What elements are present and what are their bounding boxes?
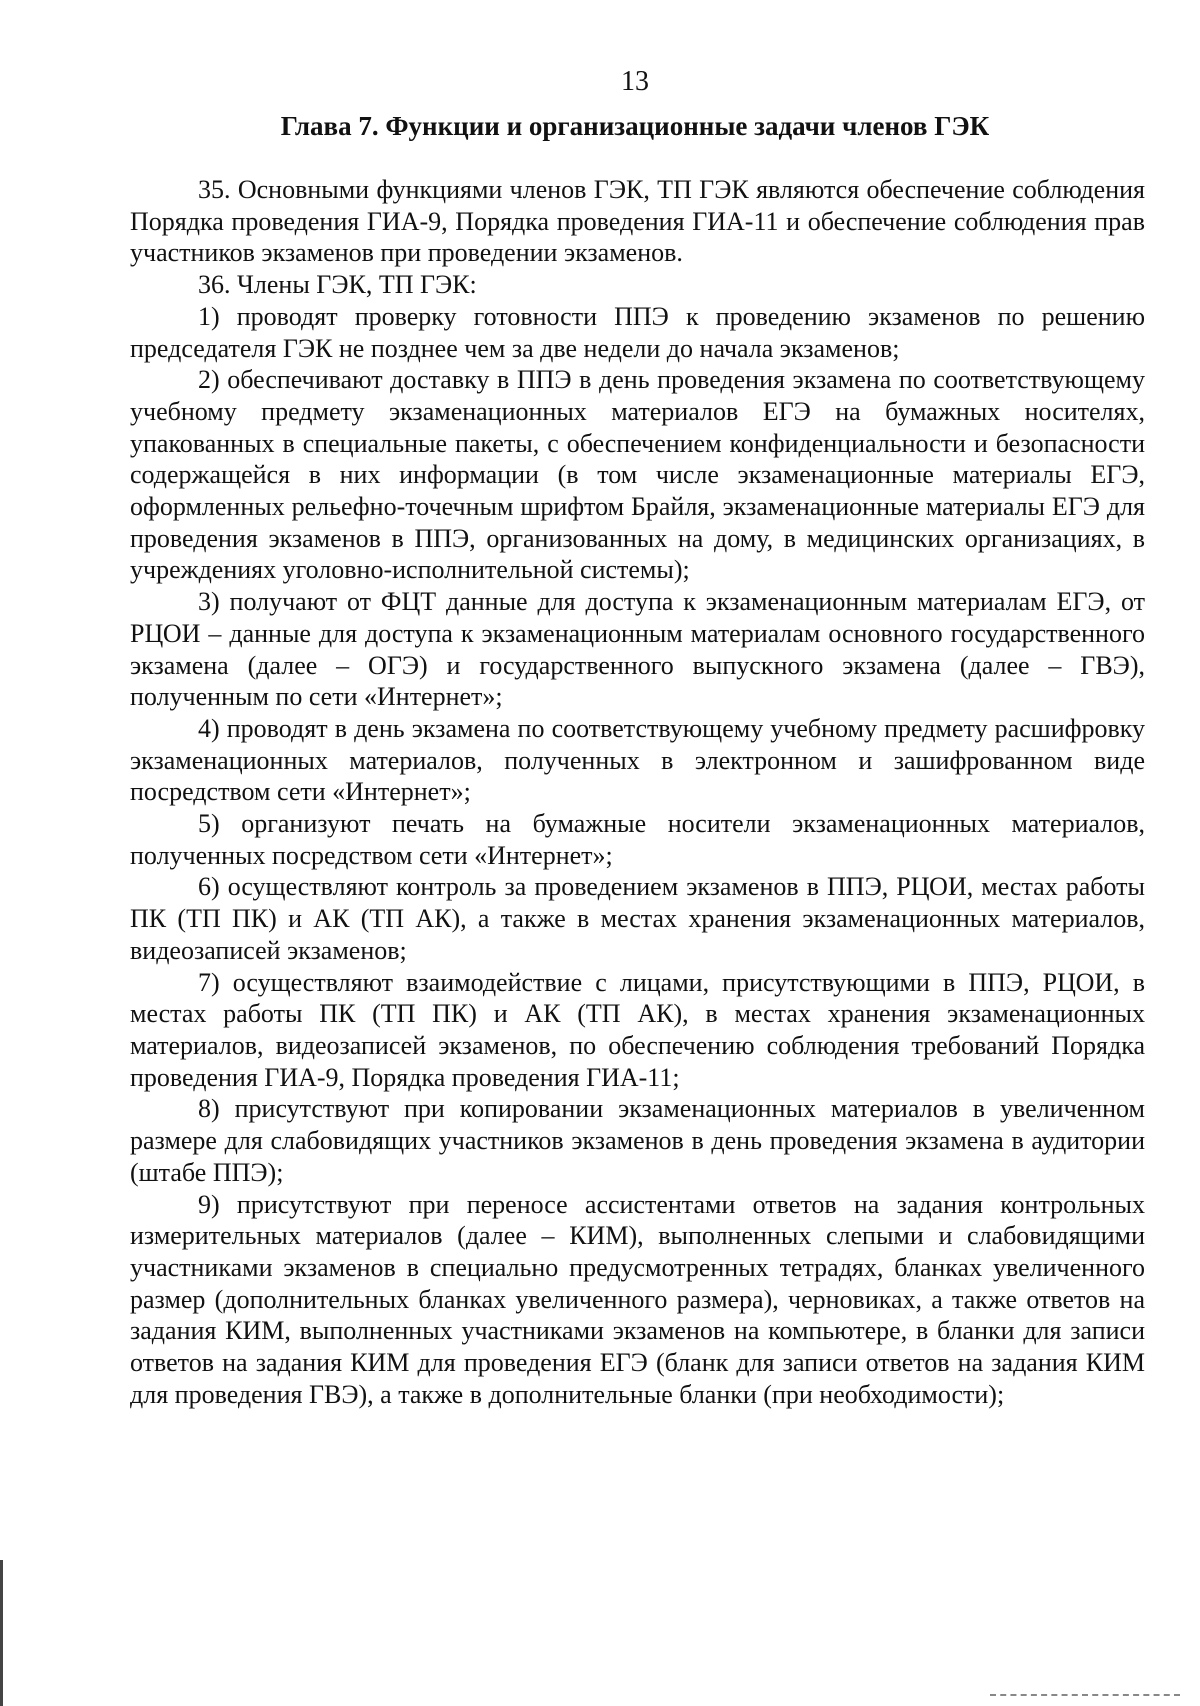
paragraph-35: 35. Основными функциями членов ГЭК, ТП ГЭК являются обеспечение соблюдения Порядка проведения ГИА-9, Порядка проведения ГИА-11 и обеспечение соблюдения прав участников экзаменов при проведении экзаменов. xyxy=(130,175,1145,268)
list-item-2: 2) обеспечивают доставку в ППЭ в день проведения экзамена по соответствующему учебному предмету экзаменационных материалов ЕГЭ на бумажных носителях, упакованных в специальные пакеты, с обеспечением конфиденциальности и безопасности содержащейся в них информации (в том числе экзаменационные материалы ЕГЭ, оформленных рельефно-точечным шрифтом Брайля, экзаменационные материалы ЕГЭ для проведения экзаменов в ППЭ, организованных на дому, в медицинских организациях, в учреждениях уголовно-исполнительной системы); xyxy=(130,365,1145,585)
list-item-3: 3) получают от ФЦТ данные для доступа к экзаменационным материалам ЕГЭ, от РЦОИ – данные для доступа к экзаменационным материалам основного государственного экзамена (далее – ОГЭ) и государственного выпускного экзамена (далее – ГВЭ), полученным по сети «Интернет»; xyxy=(130,587,1145,712)
list-item-9: 9) присутствуют при переносе ассистентами ответов на задания контрольных измерительных материалов (далее – КИМ), выполненных слепыми и слабовидящими участниками экзаменов в специально предусмотренных тетрадях, бланках увеличенного размер (дополнительных бланках увеличенного размера), черновиках, а также ответов на задания КИМ, выполненных участниками экзаменов на компьютере, в бланки для записи ответов на задания КИМ для проведения ЕГЭ (бланк для записи ответов на задания КИМ для проведения ГВЭ), а также в дополнительные бланки (при необходимости); xyxy=(130,1189,1145,1409)
scan-edge-mark xyxy=(0,1560,3,1706)
list-item-7: 7) осуществляют взаимодействие с лицами, присутствующими в ППЭ, РЦОИ, в местах работы ПК (ТП ПК) и АК (ТП АК), в местах хранения экзаменационных материалов, видеозаписей экзаменов, по обеспечению соблюдения требований Порядка проведения ГИА-9, Порядка проведения ГИА-11; xyxy=(130,967,1145,1092)
list-item-1: 1) проводят проверку готовности ППЭ к проведению экзаменов по решению председателя ГЭК не позднее чем за две недели до начала экзаменов; xyxy=(130,301,1145,363)
chapter-title: Глава 7. Функции и организационные задачи членов ГЭК xyxy=(280,111,990,141)
page-number: 13 xyxy=(621,66,649,97)
list-item-5: 5) организуют печать на бумажные носители экзаменационных материалов, полученных посредством сети «Интернет»; xyxy=(130,809,1145,870)
body-text xyxy=(130,174,1145,1410)
list-item-6: 6) осуществляют контроль за проведением экзаменов в ППЭ, РЦОИ, местах работы ПК (ТП ПК) и АК (ТП АК), а также в местах хранения экзаменационных материалов, видеозаписей экзаменов; xyxy=(130,872,1145,965)
paragraph-36: 36. Члены ГЭК, ТП ГЭК: xyxy=(198,270,477,300)
list-item-8: 8) присутствуют при копировании экзаменационных материалов в увеличенном размере для слабовидящих участников экзаменов в день проведения экзамена в аудитории (штабе ППЭ); xyxy=(130,1094,1145,1187)
scan-corner-mark xyxy=(990,1694,1180,1698)
list-item-4: 4) проводят в день экзамена по соответствующему учебному предмету расшифровку экзаменационных материалов, полученных в электронном и зашифрованном виде посредством сети «Интернет»; xyxy=(130,713,1145,807)
